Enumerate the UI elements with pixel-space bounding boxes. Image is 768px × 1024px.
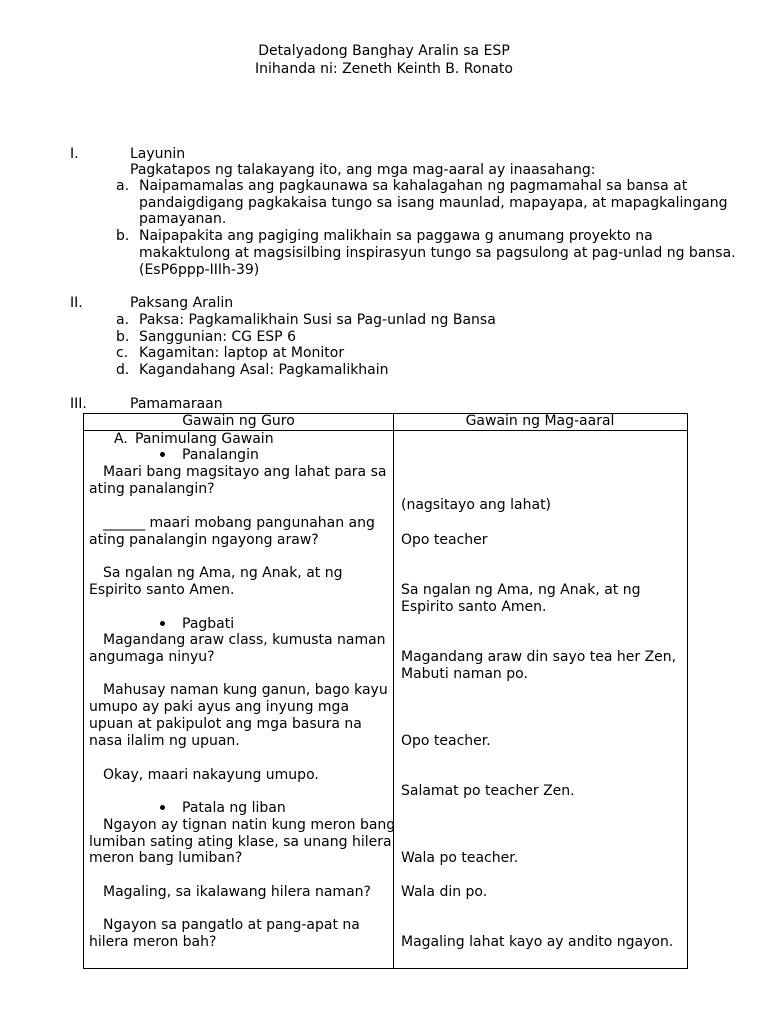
student-line: Opo teacher xyxy=(401,532,488,548)
layunin-intro: Pagkatapos ng talakayang ito, ang mga mag-aaral ay inaasahang: xyxy=(130,162,596,178)
section-title-paksang-aralin: Paksang Aralin xyxy=(130,295,234,311)
teacher-line: Maari bang magsitayo ang lahat para sa xyxy=(103,464,387,480)
student-line: Wala po teacher. xyxy=(401,850,519,866)
kagandahang-asal-item: Kagandahang Asal: Pagkamalikhain xyxy=(139,362,389,378)
kagamitan-item: Kagamitan: laptop at Monitor xyxy=(139,345,345,361)
objective-a-line: pandaigdigang pagkakaisa tungo sa isang maunlad, mapayapa, at mapagkalingang xyxy=(139,195,728,211)
student-line: Magandang araw din sayo tea her Zen, xyxy=(401,649,677,665)
student-line: (nagsitayo ang lahat) xyxy=(401,497,552,513)
section-numeral: I. xyxy=(70,146,79,162)
document-title: Detalyadong Banghay Aralin sa ESP xyxy=(258,43,510,59)
section-numeral: II. xyxy=(70,295,83,311)
teacher-line: meron bang lumiban? xyxy=(89,850,243,866)
sub-heading-panalangin: Panalangin xyxy=(182,447,259,463)
student-line: Salamat po teacher Zen. xyxy=(401,783,575,799)
teacher-line: lumiban sating ating klase, sa unang hilera xyxy=(89,834,392,850)
teacher-line: ating panalangin ngayong araw? xyxy=(89,532,319,548)
teacher-line: Ngayon ay tignan natin kung meron bang xyxy=(103,817,396,833)
list-marker: b. xyxy=(116,329,130,345)
sanggunian-item: Sanggunian: CG ESP 6 xyxy=(139,329,296,345)
teacher-line: Magandang araw class, kumusta naman xyxy=(103,632,386,648)
objective-a-line: pamayanan. xyxy=(139,211,227,227)
teacher-line: upuan at pakipulot ang mga basura na xyxy=(89,716,362,732)
section-title-layunin: Layunin xyxy=(130,146,186,162)
teacher-line: nasa ilalim ng upuan. xyxy=(89,733,240,749)
teacher-line: umupo ay paki ayus ang inyung mga xyxy=(89,699,350,715)
column-header-magaaral: Gawain ng Mag-aaral xyxy=(465,413,615,429)
sub-heading-patala: Patala ng liban xyxy=(182,800,286,816)
teacher-line: Magaling, sa ikalawang hilera naman? xyxy=(103,884,371,900)
student-line: Espirito santo Amen. xyxy=(401,599,547,615)
teacher-line: angumaga ninyu? xyxy=(89,649,215,665)
table-column-divider xyxy=(393,413,394,968)
student-line: Sa ngalan ng Ama, ng Anak, at ng xyxy=(401,582,641,598)
section-numeral: III. xyxy=(70,396,87,412)
paksa-item: Paksa: Pagkamalikhain Susi sa Pag-unlad ng Bansa xyxy=(139,312,496,328)
author-line: Inihanda ni: Zeneth Keinth B. Ronato xyxy=(255,61,513,77)
objective-b-line: (EsP6ppp-IIIh-39) xyxy=(139,262,260,278)
list-marker: A. xyxy=(114,431,128,447)
bullet-icon xyxy=(160,452,165,457)
teacher-line: hilera meron bah? xyxy=(89,934,217,950)
list-marker: c. xyxy=(116,345,129,361)
objective-a-line: Naipamamalas ang pagkaunawa sa kahalagahan ng pagmamahal sa bansa at xyxy=(139,178,688,194)
teacher-line: ______ maari mobang pangunahan ang xyxy=(103,515,375,531)
bullet-icon xyxy=(160,805,165,810)
teacher-line: Sa ngalan ng Ama, ng Anak, at ng xyxy=(103,565,343,581)
student-line: Opo teacher. xyxy=(401,733,491,749)
objective-b-line: makaktulong at magsisilbing inspirasyun tungo sa pagsulong at pag-unlad ng bansa. xyxy=(139,245,736,261)
activity-heading: Panimulang Gawain xyxy=(135,431,274,447)
list-marker: a. xyxy=(116,178,130,194)
teacher-line: ating panalangin? xyxy=(89,481,215,497)
teacher-line: Ngayon sa pangatlo at pang-apat na xyxy=(103,917,360,933)
list-marker: d. xyxy=(116,362,130,378)
section-title-pamamaraan: Pamamaraan xyxy=(130,396,223,412)
teacher-line: Okay, maari nakayung umupo. xyxy=(103,767,319,783)
student-line: Mabuti naman po. xyxy=(401,666,528,682)
teacher-line: Espirito santo Amen. xyxy=(89,582,235,598)
student-line: Magaling lahat kayo ay andito ngayon. xyxy=(401,934,674,950)
teacher-line: Mahusay naman kung ganun, bago kayu xyxy=(103,682,388,698)
student-line: Wala din po. xyxy=(401,884,488,900)
bullet-icon xyxy=(160,621,165,626)
column-header-guro: Gawain ng Guro xyxy=(182,413,295,429)
list-marker: a. xyxy=(116,312,130,328)
objective-b-line: Naipapakita ang pagiging malikhain sa paggawa g anumang proyekto na xyxy=(139,228,653,244)
list-marker: b. xyxy=(116,228,130,244)
sub-heading-pagbati: Pagbati xyxy=(182,616,235,632)
